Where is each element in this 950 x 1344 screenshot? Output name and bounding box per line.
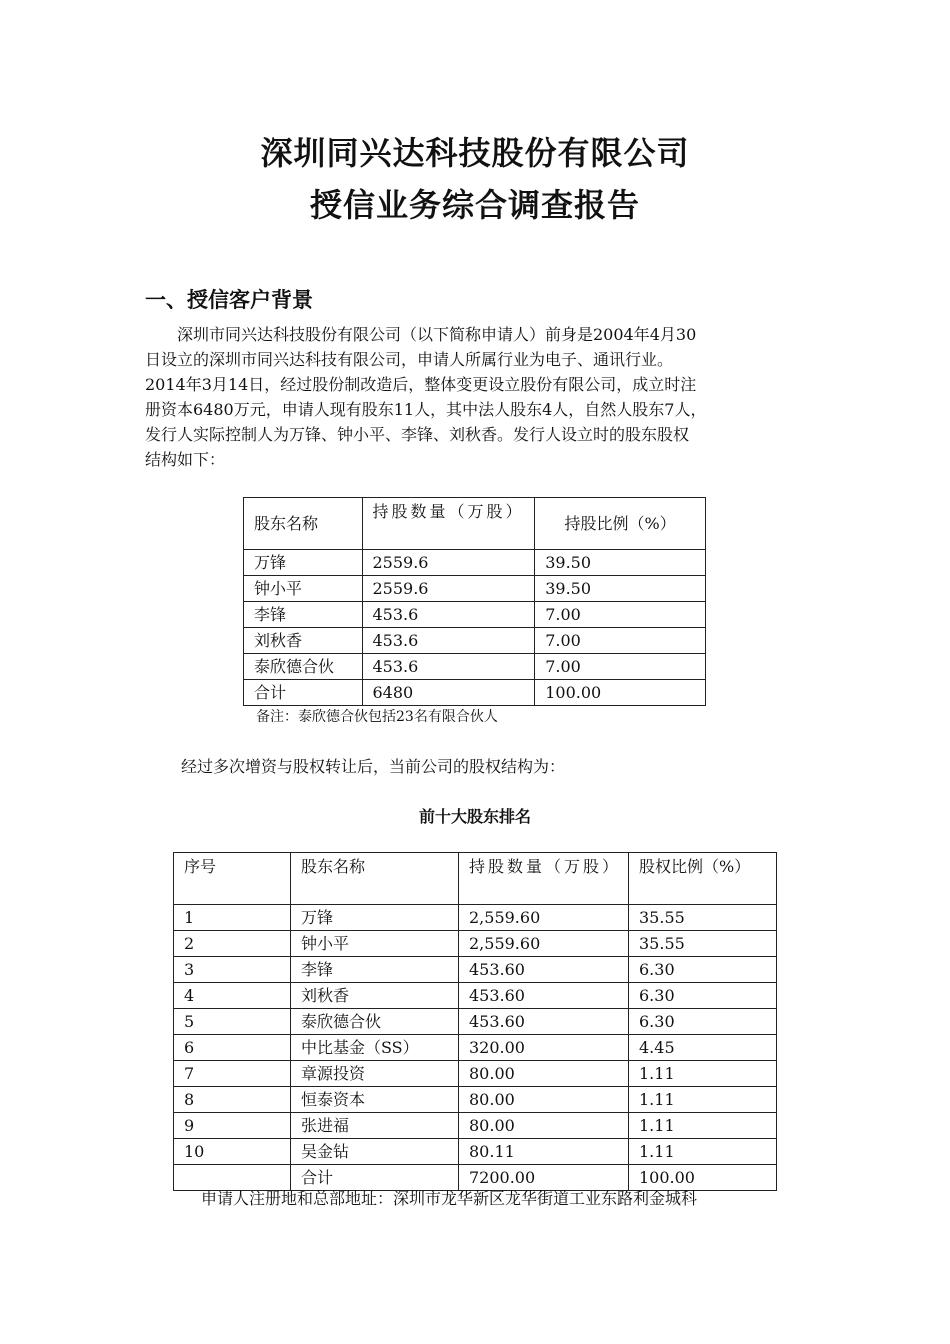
header-cell: 持股数量（万股） <box>362 498 535 550</box>
table-row <box>174 1009 777 1035</box>
table-cell: 合计 <box>291 1165 459 1191</box>
table-cell: 4.45 <box>629 1035 777 1061</box>
top-ten-shareholder-table <box>173 852 777 1191</box>
doc-title-company: 深圳同兴达科技股份有限公司 <box>260 134 690 172</box>
table-row <box>174 1087 777 1113</box>
table-cell: 80.00 <box>459 1113 629 1139</box>
paragraph-line: 深圳市同兴达科技股份有限公司（以下简称申请人）前身是2004年4月30 <box>177 325 697 344</box>
table-cell: 李锋 <box>244 602 363 628</box>
table-cell: 453.6 <box>362 654 535 680</box>
table-row <box>174 957 777 983</box>
table-cell: 100.00 <box>629 1165 777 1191</box>
table-cell: 4 <box>174 983 291 1009</box>
table-cell: 万锋 <box>244 550 363 576</box>
table-note: 备注：泰欣德合伙包括23名有限合伙人 <box>256 709 498 725</box>
table-cell: 2 <box>174 931 291 957</box>
doc-title-report: 授信业务综合调查报告 <box>309 186 640 224</box>
table-cell: 7200.00 <box>459 1165 629 1191</box>
header-cell: 股权比例（%） <box>629 853 777 905</box>
table-row <box>174 1113 777 1139</box>
table-cell: 5 <box>174 1009 291 1035</box>
table-cell: 张进福 <box>291 1113 459 1139</box>
header-cell: 持股比例（%） <box>535 498 706 550</box>
table-cell: 合计 <box>244 680 363 706</box>
table-cell: 7.00 <box>535 628 706 654</box>
table-cell: 80.11 <box>459 1139 629 1165</box>
table-cell: 1.11 <box>629 1113 777 1139</box>
top-ten-table-title: 前十大股东排名 <box>418 807 531 826</box>
address-paragraph: 申请人注册地和总部地址：深圳市龙华新区龙华街道工业东路利金城科 <box>201 1189 698 1208</box>
table-cell: 453.60 <box>459 1009 629 1035</box>
table-cell: 10 <box>174 1139 291 1165</box>
background-paragraph <box>145 322 820 472</box>
table-cell: 453.6 <box>362 628 535 654</box>
paragraph-line: 册资本6480万元，申请人现有股东11人，其中法人股东4人，自然人股东7人， <box>145 400 707 419</box>
table-row <box>244 628 706 654</box>
paragraph-line: 发行人实际控制人为万锋、钟小平、李锋、刘秋香。发行人设立时的股东股权 <box>145 425 690 444</box>
table-cell: 章源投资 <box>291 1061 459 1087</box>
table-cell: 1.11 <box>629 1139 777 1165</box>
table-cell: 泰欣德合伙 <box>291 1009 459 1035</box>
table-cell: 吴金钻 <box>291 1139 459 1165</box>
table-cell: 100.00 <box>535 680 706 706</box>
header-cell: 股东名称 <box>291 853 459 905</box>
paragraph-line: 结构如下： <box>145 450 226 469</box>
table-cell: 6480 <box>362 680 535 706</box>
table-cell: 453.60 <box>459 957 629 983</box>
table-cell: 453.6 <box>362 602 535 628</box>
table-cell: 39.50 <box>535 576 706 602</box>
table-cell: 泰欣德合伙 <box>244 654 363 680</box>
table-cell: 9 <box>174 1113 291 1139</box>
table-cell: 刘秋香 <box>291 983 459 1009</box>
table-cell: 35.55 <box>629 931 777 957</box>
table-cell: 7.00 <box>535 654 706 680</box>
table-cell: 李锋 <box>291 957 459 983</box>
table-total-row <box>244 680 706 706</box>
table-cell: 1 <box>174 905 291 931</box>
table-row <box>174 1061 777 1087</box>
table-row <box>244 602 706 628</box>
header-cell: 持股数量（万股） <box>459 853 629 905</box>
table-cell: 刘秋香 <box>244 628 363 654</box>
table-row <box>244 654 706 680</box>
table-row <box>174 931 777 957</box>
table-cell: 2559.6 <box>362 576 535 602</box>
table-header-row <box>174 853 777 905</box>
initial-shareholder-table <box>243 497 706 706</box>
table-row <box>244 550 706 576</box>
table-cell: 453.60 <box>459 983 629 1009</box>
table-cell: 6.30 <box>629 983 777 1009</box>
table-cell: 1.11 <box>629 1061 777 1087</box>
table-cell: 7.00 <box>535 602 706 628</box>
table-row <box>174 905 777 931</box>
equity-change-paragraph: 经过多次增资与股权转让后，当前公司的股权结构为： <box>181 757 566 776</box>
table-row <box>174 1139 777 1165</box>
table-cell: 恒泰资本 <box>291 1087 459 1113</box>
table-row <box>174 983 777 1009</box>
table-cell: 3 <box>174 957 291 983</box>
paragraph-line: 2014年3月14日，经过股份制改造后，整体变更设立股份有限公司，成立时注 <box>145 375 697 394</box>
table-cell: 6 <box>174 1035 291 1061</box>
table-cell: 2,559.60 <box>459 931 629 957</box>
header-cell: 序号 <box>174 853 291 905</box>
table-cell: 中比基金（SS） <box>291 1035 459 1061</box>
table-cell: 6.30 <box>629 1009 777 1035</box>
table-cell: 2559.6 <box>362 550 535 576</box>
header-cell: 股东名称 <box>244 498 363 550</box>
table-cell: 39.50 <box>535 550 706 576</box>
table-cell: 35.55 <box>629 905 777 931</box>
table-cell: 钟小平 <box>291 931 459 957</box>
table-cell: 万锋 <box>291 905 459 931</box>
table-cell: 7 <box>174 1061 291 1087</box>
table-header-row <box>244 498 706 550</box>
table-cell: 2,559.60 <box>459 905 629 931</box>
section-heading-background: 一、授信客户背景 <box>145 288 313 312</box>
table-cell: 80.00 <box>459 1061 629 1087</box>
table-cell: 6.30 <box>629 957 777 983</box>
table-cell: 80.00 <box>459 1087 629 1113</box>
table-row <box>174 1035 777 1061</box>
table-cell: 320.00 <box>459 1035 629 1061</box>
table-cell: 1.11 <box>629 1087 777 1113</box>
paragraph-line: 日设立的深圳市同兴达科技有限公司，申请人所属行业为电子、通讯行业。 <box>145 350 674 369</box>
table-cell: 钟小平 <box>244 576 363 602</box>
table-row <box>244 576 706 602</box>
table-cell: 8 <box>174 1087 291 1113</box>
